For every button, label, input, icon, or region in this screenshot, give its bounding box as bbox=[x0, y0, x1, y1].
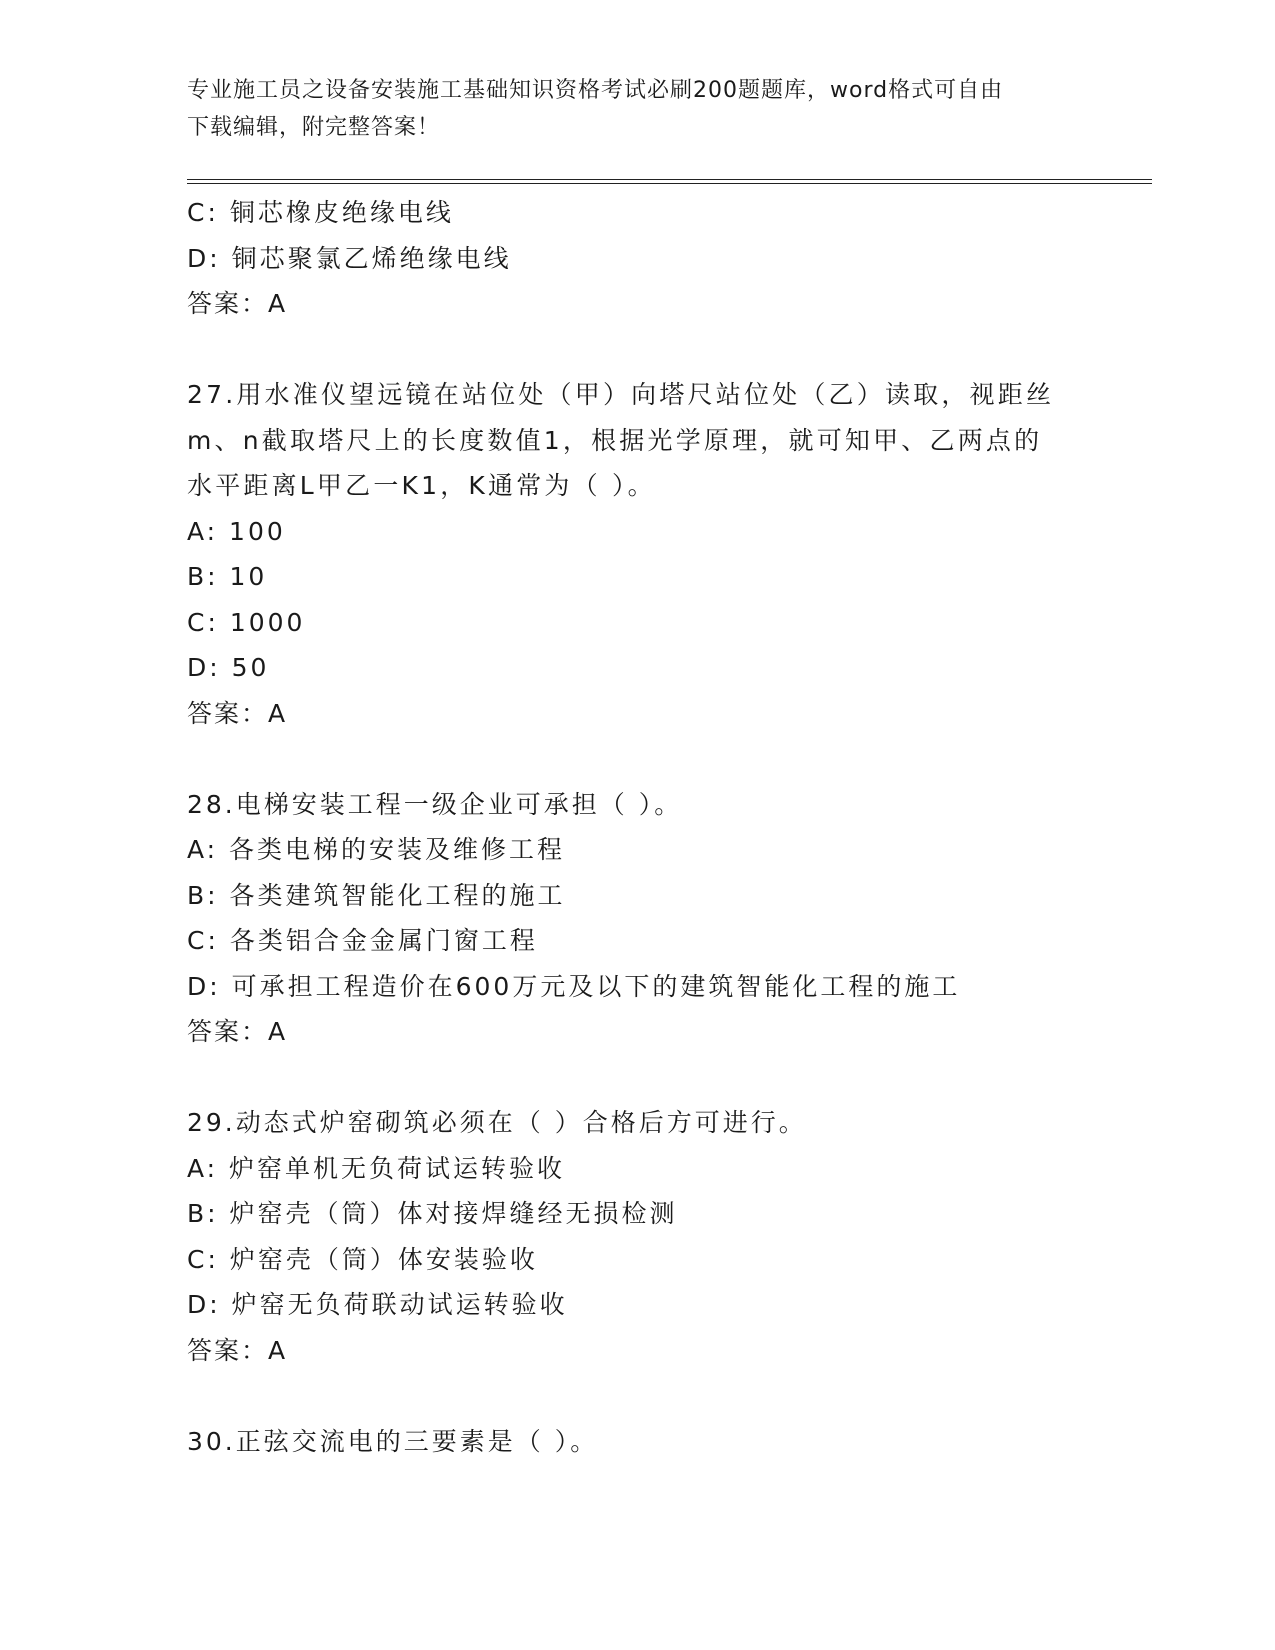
question-28 bbox=[187, 782, 1087, 1055]
header-divider-top bbox=[187, 179, 1152, 180]
option-d: D: 可承担工程造价在600万元及以下的建筑智能化工程的施工 bbox=[187, 971, 961, 1001]
spacer bbox=[187, 736, 1087, 782]
option-b: B: 炉窑壳（筒）体对接焊缝经无损检测 bbox=[187, 1199, 678, 1228]
answer: 答案：A bbox=[187, 1017, 288, 1046]
option-c: C: 铜芯橡皮绝缘电线 bbox=[187, 198, 454, 227]
question-27 bbox=[187, 372, 1087, 736]
document-header bbox=[187, 72, 1087, 146]
option-d: D: 50 bbox=[187, 653, 270, 682]
option-b: B: 各类建筑智能化工程的施工 bbox=[187, 880, 566, 910]
question-stem: 28.电梯安装工程一级企业可承担（ ）。 bbox=[187, 789, 683, 819]
option-c: C: 各类铝合金金属门窗工程 bbox=[187, 926, 538, 955]
spacer bbox=[187, 1055, 1087, 1101]
question-stem: 29.动态式炉窑砌筑必须在（ ）合格后方可进行。 bbox=[187, 1108, 807, 1137]
header-line-2: 下载编辑，附完整答案！ bbox=[187, 115, 441, 140]
option-b: B: 10 bbox=[187, 562, 268, 591]
answer: 答案：A bbox=[187, 1335, 288, 1365]
option-d: D: 炉窑无负荷联动试运转验收 bbox=[187, 1290, 568, 1319]
question-stem: 30.正弦交流电的三要素是（ ）。 bbox=[187, 1426, 599, 1456]
option-d: D: 铜芯聚氯乙烯绝缘电线 bbox=[187, 243, 512, 273]
option-a: A: 100 bbox=[187, 516, 286, 546]
option-c: C: 炉窑壳（筒）体安装验收 bbox=[187, 1244, 538, 1274]
spacer bbox=[187, 1373, 1087, 1419]
question-stem-line: 27.用水准仪望远镜在站位处（甲）向塔尺站位处（乙）读取，视距丝 bbox=[187, 380, 1055, 409]
question-content bbox=[187, 190, 1087, 1464]
question-stem-line: m、n截取塔尺上的长度数值1，根据光学原理，就可知甲、乙两点的 bbox=[187, 425, 1043, 455]
answer: 答案：A bbox=[187, 289, 288, 318]
option-c: C: 1000 bbox=[187, 607, 306, 637]
header-divider-bottom bbox=[187, 183, 1152, 184]
question-29 bbox=[187, 1100, 1087, 1373]
option-a: A: 各类电梯的安装及维修工程 bbox=[187, 835, 566, 864]
option-a: A: 炉窑单机无负荷试运转验收 bbox=[187, 1153, 566, 1183]
answer: 答案：A bbox=[187, 698, 288, 728]
question-26-tail bbox=[187, 190, 1087, 327]
question-stem-line: 水平距离L甲乙一K1，K通常为（ ）。 bbox=[187, 471, 656, 500]
question-30 bbox=[187, 1419, 1087, 1465]
header-line-1: 专业施工员之设备安装施工基础知识资格考试必刷200题题库，word格式可自由 bbox=[187, 78, 1004, 103]
spacer bbox=[187, 327, 1087, 373]
